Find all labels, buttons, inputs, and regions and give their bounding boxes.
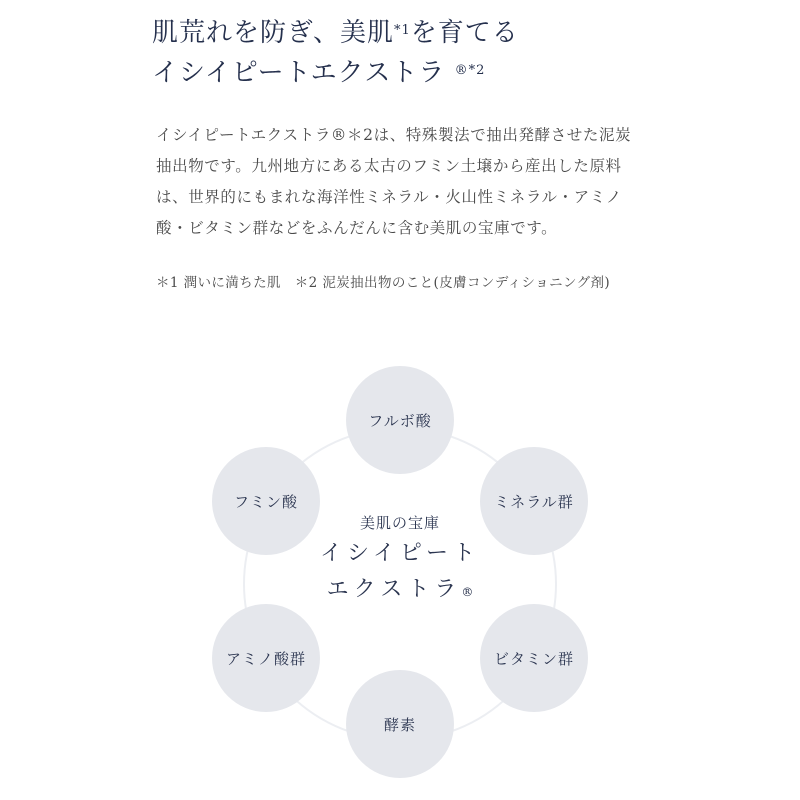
node-minerals [480,447,588,555]
heading-footnote-mark-1: *1 [393,23,411,38]
node-label: ミネラル群 [494,492,574,511]
center-caption: 美肌の宝庫 [359,514,440,532]
heading-line-2-text: イシイピートエクストラ [152,58,446,88]
node-enzymes [346,670,454,778]
heading-footnote-mark-2: ®*2 [454,63,486,78]
registered-mark: ® [461,585,474,599]
center-title-line-2-text: エクストラ [326,577,462,602]
footnotes: ＊1 潤いに満ちた肌 ＊2 泥炭抽出物のこと(皮膚コンディショニング剤) [156,275,611,291]
section-heading [152,14,672,92]
heading-line-1-text: 肌荒れを防ぎ、美肌 [152,18,394,48]
center-title-line-2 [300,572,500,608]
node-label: フルボ酸 [368,411,432,430]
node-label: アミノ酸群 [225,649,306,668]
node-humic-acid [212,447,320,555]
center-title-line-1: イシイピート [319,541,481,566]
heading-line-1 [152,14,672,52]
node-label: フミン酸 [233,492,298,511]
node-vitamins [480,604,588,712]
heading-line-1-end: を育てる [410,18,519,48]
heading-line-2 [152,54,672,92]
diagram-center [300,510,500,608]
diagram-ring [243,427,557,741]
node-label: ビタミン群 [493,649,574,668]
node-amino-acids [212,604,320,712]
node-label: 酵素 [383,715,416,734]
body-paragraph: イシイピートエクストラ®＊2は、特殊製法で抽出発酵させた泥炭抽出物です。九州地方にある太古のフミン土壌から産出した原料は、世界的にもまれな海洋性ミネラル・火山性ミネラル・アミノ酸・ビタミン群などをふんだんに含む美肌の宝庫です。 [156,126,632,237]
node-fulvic-acid [346,366,454,474]
